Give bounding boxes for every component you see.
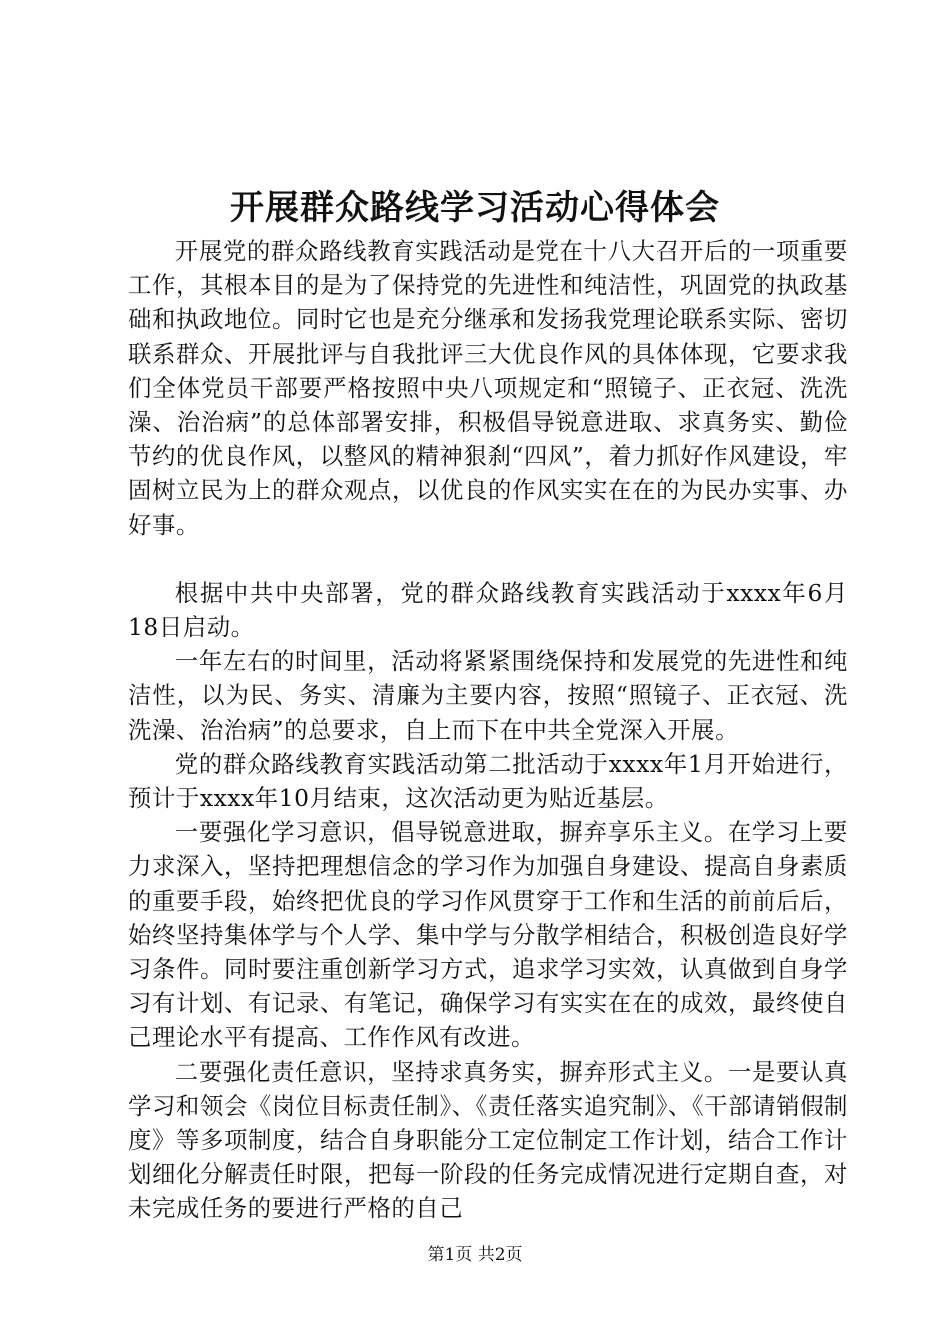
paragraph: 二要强化责任意识，坚持求真务实，摒弃形式主义。一是要认真学习和领会《岗位目标责任制》、《责任落实追究制》、《干部请销假制度》等多项制度，结合自身职能分工定位制定工作计划，结合工作计划细化分解责任时限，把每一阶段的任务完成情况进行定期自查，对未完成任务的要进行严格的自己 <box>128 1057 848 1223</box>
paragraph: 党的群众路线教育实践活动第二批活动于xxxx年1月开始进行，预计于xxxx年10月结束，这次活动更为贴近基层。 <box>128 749 848 813</box>
paragraph: 开展党的群众路线教育实践活动是党在十八大召开后的一项重要工作，其根本目的是为了保持党的先进性和纯洁性，巩固党的执政基础和执政地位。同时它也是充分继承和发扬我党理论联系实际、密切联系群众、开展批评与自我批评三大优良作风的具体体现，它要求我们全体党员干部要严格按照中央八项规定和“照镜子、正衣冠、洗洗澡、治治病”的总体部署安排，积极倡导锐意进取、求真务实、勤俭节约的优良作风，以整风的精神狠刹“四风”，着力抓好作风建设，牢固树立民为上的群众观点，以优良的作风实实在在的为民办实事、办好事。 <box>128 237 848 539</box>
paragraph: 一年左右的时间里，活动将紧紧围绕保持和发展党的先进性和纯洁性，以为民、务实、清廉为主要内容，按照“照镜子、正衣冠、洗洗澡、治治病”的总要求，自上而下在中共全党深入开展。 <box>128 647 848 744</box>
paragraph: 一要强化学习意识，倡导锐意进取，摒弃享乐主义。在学习上要力求深入，坚持把理想信念的学习作为加强自身建设、提高自身素质的重要手段，始终把优良的学习作风贯穿于工作和生活的前前后后，始终坚持集体学与个人学、集中学与分散学相结合，积极创造良好学习条件。同时要注重创新学习方式，追求学习实效，认真做到自身学习有计划、有记录、有笔记，确保学习有实实在在的成效，最终使自己理论水平有提高、工作作风有改进。 <box>128 818 848 1052</box>
document-body <box>128 234 848 1226</box>
paragraph: 根据中共中央部署，党的群众路线教育实践活动于xxxx年6月18日启动。 <box>128 578 848 642</box>
page-footer: 第1页 共2页 <box>427 1245 523 1265</box>
document-title: 开展群众路线学习活动心得体会 <box>230 188 720 228</box>
